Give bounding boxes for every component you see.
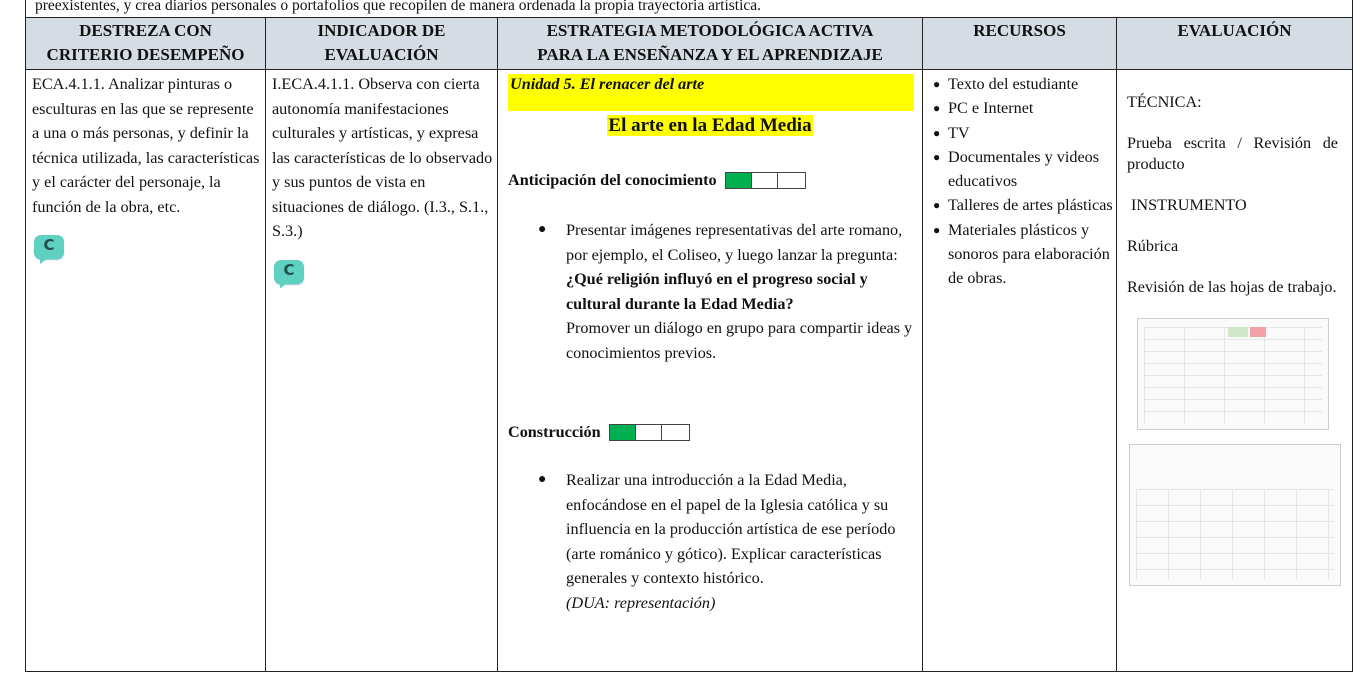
destreza-text: ECA.4.1.1. Analizar pinturas o esculturas en las que se represente a una o más personas, y definir la técnica utilizada, las características y el carácter del personaje, la función de la obra, etc. bbox=[32, 75, 260, 216]
phase-anticipacion bbox=[498, 171, 922, 190]
header-recursos: RECURSOS bbox=[923, 18, 1117, 70]
bullet-item bbox=[498, 468, 922, 615]
unit-title: Unidad 5. El renacer del arte bbox=[508, 74, 914, 111]
cell-destreza bbox=[26, 70, 266, 672]
tecnica-label: TÉCNICA: bbox=[1127, 93, 1202, 111]
comment-icon[interactable]: C bbox=[34, 235, 64, 259]
resource-item: ● TV bbox=[933, 121, 1116, 145]
dua-note: (DUA: representación) bbox=[566, 593, 716, 612]
phase-construccion bbox=[498, 423, 922, 442]
bullet-icon: ● bbox=[538, 472, 547, 487]
phase-title: Construcción bbox=[508, 423, 601, 441]
phase-progress-indicator bbox=[725, 172, 806, 189]
top-text: preexistentes, y crea diarios personales o portafolios que recopilen de manera ordenada la propia trayectoria artística. bbox=[35, 0, 762, 14]
header-indicador: INDICADOR DE EVALUACIÓN bbox=[266, 18, 498, 70]
resource-item: ● Documentales y videos educativos bbox=[933, 145, 1116, 194]
resource-item: ● Talleres de artes plásticas bbox=[933, 193, 1116, 217]
instrumento-label: INSTRUMENTO bbox=[1131, 196, 1247, 214]
header-evaluacion: EVALUACIÓN bbox=[1117, 18, 1353, 70]
comment-icon[interactable]: C bbox=[274, 260, 304, 284]
top-text-line bbox=[25, 0, 1353, 18]
bullet-text: Realizar una introducción a la Edad Media, enfocándose en el papel de la Iglesia católica y su influencia en la producción artística de ese período (arte románico y gótico). Explicar características generales y contexto histórico. bbox=[566, 471, 896, 587]
resource-item: ● PC e Internet bbox=[933, 96, 1116, 120]
tecnica-value: Prueba escrita / Revisión de producto bbox=[1127, 134, 1338, 173]
bullet-text: Presentar imágenes representativas del arte romano, por ejemplo, el Coliseo, y luego lanzar la pregunta: bbox=[566, 221, 903, 264]
phase-progress-indicator bbox=[609, 424, 690, 441]
cell-recursos bbox=[923, 70, 1117, 672]
phase-title: Anticipación del conocimiento bbox=[508, 171, 717, 189]
evaluacion-detalle: Revisión de las hojas de trabajo. bbox=[1127, 278, 1337, 296]
header-row bbox=[26, 18, 1353, 70]
cell-evaluacion bbox=[1117, 70, 1353, 672]
topic-title: El arte en la Edad Media bbox=[608, 115, 812, 136]
cell-estrategia bbox=[498, 70, 923, 672]
lesson-plan-table bbox=[25, 17, 1353, 672]
bullet-icon: ● bbox=[538, 222, 547, 237]
instrumento-value: Rúbrica bbox=[1127, 237, 1179, 255]
resources-list bbox=[923, 70, 1116, 291]
resource-item: ● Materiales plásticos y sonoros para elaboración de obras. bbox=[933, 218, 1116, 291]
content-row bbox=[26, 70, 1353, 672]
resource-item: ● Texto del estudiante bbox=[933, 72, 1116, 96]
key-question: ¿Qué religión influyó en el progreso social y cultural durante la Edad Media? bbox=[566, 270, 868, 313]
content-organization-thumbnail bbox=[1137, 318, 1329, 430]
header-estrategia: ESTRATEGIA METODOLÓGICA ACTIVA PARA LA ENSEÑANZA Y EL APRENDIZAJE bbox=[498, 18, 923, 70]
cell-indicador bbox=[266, 70, 498, 672]
bullet-item bbox=[498, 218, 922, 365]
indicador-text: I.ECA.4.1.1. Observa con cierta autonomía manifestaciones culturales y artísticas, y expresa las características de lo observado y sus puntos de vista en situaciones de diálogo. (I.3., S.1., S.3.) bbox=[272, 75, 493, 240]
header-destreza: DESTREZA CON CRITERIO DESEMPEÑO bbox=[26, 18, 266, 70]
bullet-follow: Promover un diálogo en grupo para compartir ideas y conocimientos previos. bbox=[566, 319, 913, 362]
rubric-thumbnail bbox=[1129, 444, 1341, 586]
